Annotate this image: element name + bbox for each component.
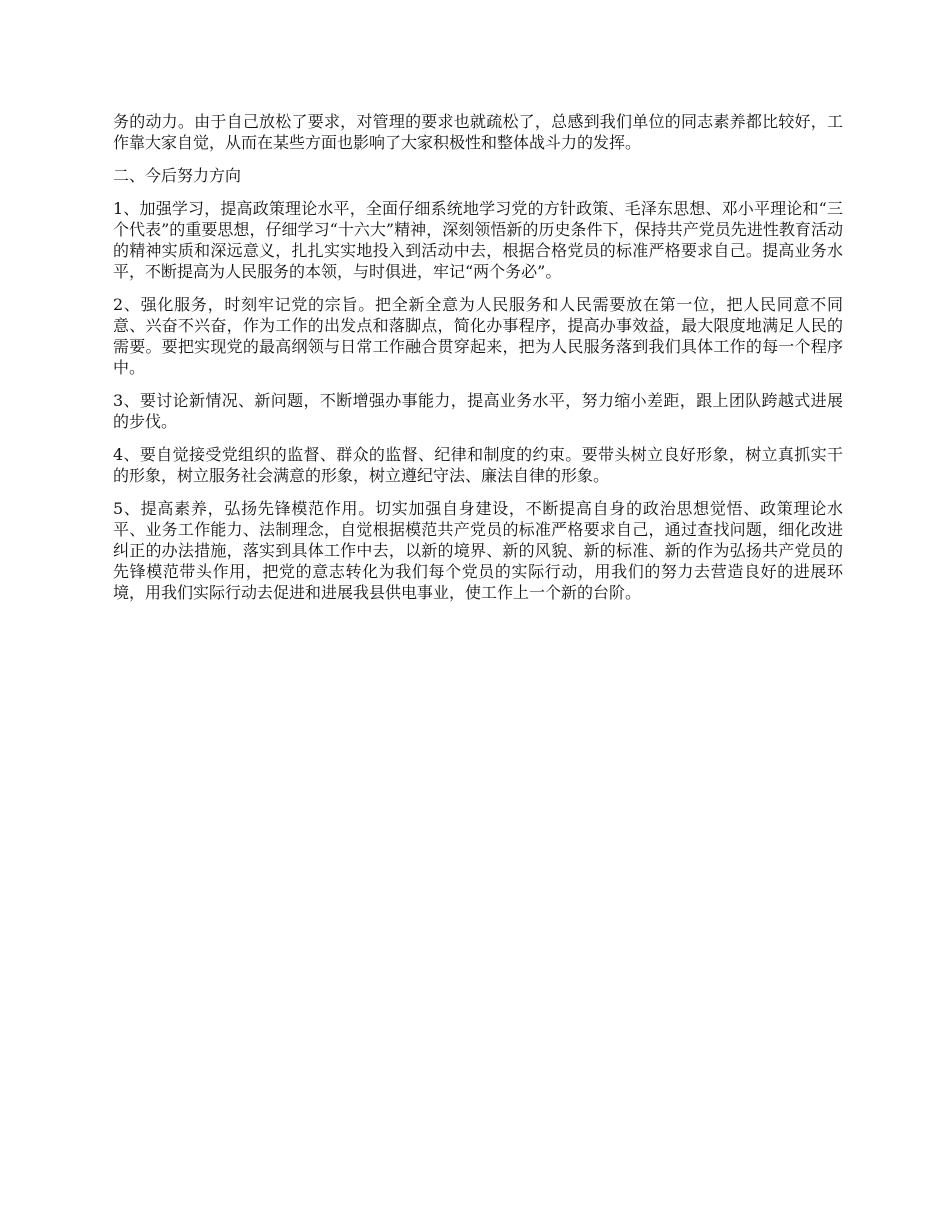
paragraph-item-4: 4、要自觉接受党组织的监督、群众的监督、纪律和制度的约束。要带头树立良好形象，树立真抓实干的形象，树立服务社会满意的形象，树立遵纪守法、廉法自律的形象。	[113, 445, 843, 485]
paragraph-item-1: 1、加强学习，提高政策理论水平，全面仔细系统地学习党的方针政策、毛泽东思想、邓小平理论和“三个代表”的重要思想，仔细学习“十六大”精神，深刻领悟新的历史条件下，保持共产党员先进性教育活动的精神实质和深远意义，扎扎实实地投入到活动中去，根据合格党员的标准严格要求自己。提高业务水平，不断提高为人民服务的本领，与时俱进，牢记“两个务必”。	[113, 199, 843, 281]
document-body	[113, 111, 843, 615]
paragraph-continuation: 务的动力。由于自己放松了要求，对管理的要求也就疏松了，总感到我们单位的同志素养都比较好，工作靠大家自觉，从而在某些方面也影响了大家积极性和整体战斗力的发挥。	[113, 112, 843, 152]
paragraph-item-5: 5、提高素养，弘扬先锋模范作用。切实加强自身建设，不断提高自身的政治思想觉悟、政策理论水平、业务工作能力、法制理念，自觉根据模范共产党员的标准严格要求自己，通过查找问题，细化改进纠正的办法措施，落实到具体工作中去，以新的境界、新的风貌、新的标准、新的作为弘扬共产党员的先锋模范带头作用，把党的意志转化为我们每个党员的实际行动，用我们的努力去营造良好的进展环境，用我们实际行动去促进和进展我县供电事业，使工作上一个新的台阶。	[113, 499, 843, 602]
paragraph-item-2: 2、强化服务，时刻牢记党的宗旨。把全新全意为人民服务和人民需要放在第一位，把人民同意不同意、兴奋不兴奋，作为工作的出发点和落脚点，简化办事程序，提高办事效益，最大限度地满足人民的需要。要把实现党的最高纲领与日常工作融合贯穿起来，把为人民服务落到我们具体工作的每一个程序中。	[113, 295, 843, 377]
section-heading: 二、今后努力方向	[113, 166, 242, 185]
paragraph-item-3: 3、要讨论新情况、新问题，不断增强办事能力，提高业务水平，努力缩小差距，跟上团队跨越式进展的步伐。	[113, 391, 843, 431]
